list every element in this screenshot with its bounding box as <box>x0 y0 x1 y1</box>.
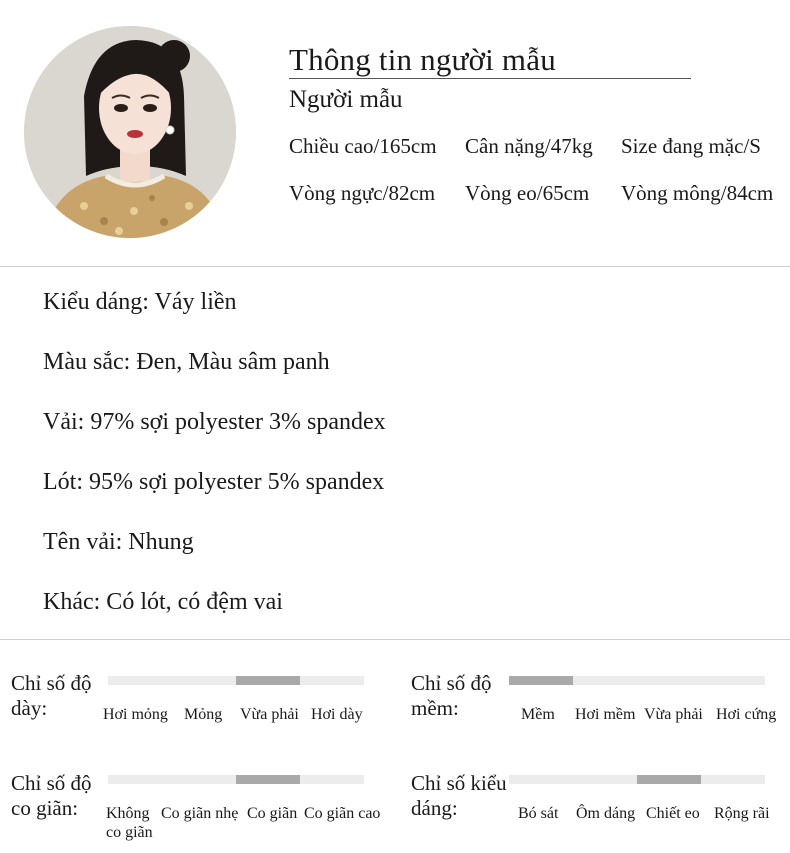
elasticity-scale-selected <box>236 775 300 784</box>
stat-hip: Vòng mông/84cm <box>621 181 774 205</box>
index-label-line: Chỉ số độ <box>11 671 92 695</box>
stat-height: Chiều cao/165cm <box>289 134 437 158</box>
index-label-line: co giãn: <box>11 796 79 820</box>
model-portrait-image <box>24 26 236 238</box>
section-divider <box>0 639 790 640</box>
stat-size: Size đang mặc/S <box>621 134 761 158</box>
fit-option: Rộng rãi <box>714 805 770 822</box>
attr-other: Khác: Có lót, có đệm vai <box>43 589 283 615</box>
thickness-option-selected: Vừa phải <box>240 706 299 723</box>
softness-option: Hơi mềm <box>575 706 636 723</box>
index-label-line: Chỉ số độ <box>411 671 492 695</box>
softness-option-selected: Mềm <box>521 706 555 723</box>
index-label-line: Chỉ số độ <box>11 771 92 795</box>
attr-color: Màu sắc: Đen, Màu sâm panh <box>43 349 330 375</box>
thickness-scale-track <box>108 676 364 685</box>
index-label-line: mềm: <box>411 696 459 720</box>
model-info-title: Thông tin người mẫu <box>289 42 556 77</box>
softness-option: Vừa phải <box>644 706 703 723</box>
thickness-option: Hơi mỏng <box>103 706 168 723</box>
thickness-index-label <box>11 671 92 721</box>
thickness-scale-selected <box>236 676 300 685</box>
elasticity-option-line: Không <box>106 805 150 822</box>
fit-scale-track <box>509 775 765 784</box>
elasticity-option-selected: Co giãn <box>247 805 298 822</box>
stat-waist: Vòng eo/65cm <box>465 181 590 205</box>
title-underline <box>289 78 691 79</box>
index-label-line: Chỉ số kiểu <box>411 771 507 795</box>
attr-lining: Lót: 95% sợi polyester 5% spandex <box>43 469 385 495</box>
softness-scale-track <box>509 676 765 685</box>
index-label-line: dày: <box>11 696 48 720</box>
model-avatar <box>24 26 236 238</box>
section-divider <box>0 266 790 267</box>
elasticity-option-line: co giãn <box>106 824 153 841</box>
attr-style: Kiểu dáng: Váy liền <box>43 289 237 315</box>
elasticity-index-label <box>11 771 92 821</box>
fit-option-selected: Chiết eo <box>646 805 700 822</box>
fit-index-label <box>411 771 507 821</box>
softness-index-label <box>411 671 492 721</box>
stat-bust: Vòng ngực/82cm <box>289 181 436 205</box>
model-name: Người mẫu <box>289 86 403 113</box>
index-label-line: dáng: <box>411 796 458 820</box>
attr-fabric: Vải: 97% sợi polyester 3% spandex <box>43 409 386 435</box>
elasticity-scale-track <box>108 775 364 784</box>
stat-weight: Cân nặng/47kg <box>465 134 593 158</box>
attr-fabric-name: Tên vải: Nhung <box>43 529 194 555</box>
softness-option: Hơi cứng <box>716 706 777 723</box>
elasticity-option: Co giãn nhẹ <box>161 805 239 822</box>
fit-option: Ôm dáng <box>576 805 636 822</box>
elasticity-option: Co giãn cao <box>304 805 381 822</box>
thickness-option: Mỏng <box>184 706 223 723</box>
fit-option: Bó sát <box>518 805 559 822</box>
fit-scale-selected <box>637 775 701 784</box>
softness-scale-selected <box>509 676 573 685</box>
elasticity-option <box>106 804 153 842</box>
thickness-option: Hơi dày <box>311 706 363 723</box>
